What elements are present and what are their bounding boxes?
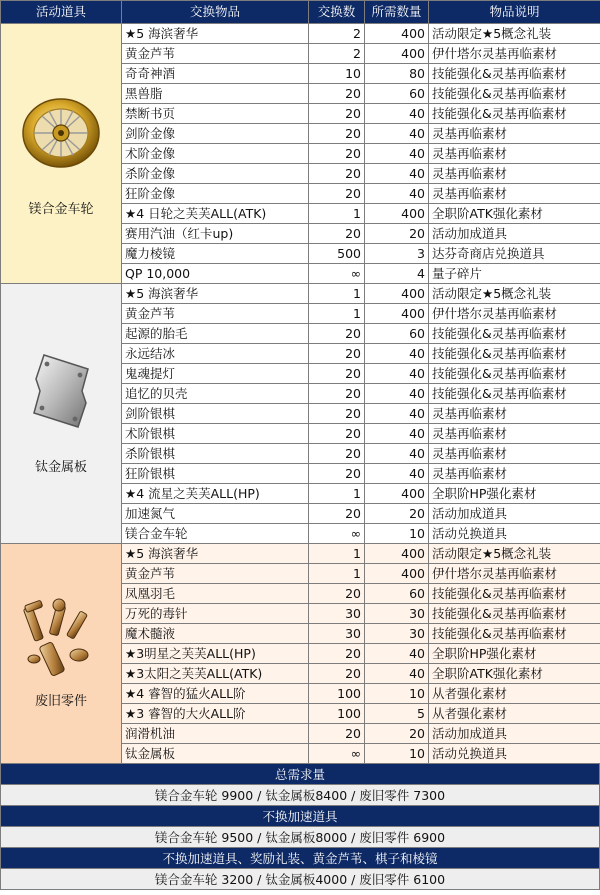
- item-description-cell: 全职阶ATK强化素材: [429, 664, 600, 684]
- exchange-item-cell: 黄金芦苇: [122, 304, 309, 324]
- item-description-cell: 技能强化&灵基再临素材: [429, 344, 600, 364]
- required-amount-cell: 40: [365, 164, 429, 184]
- required-amount-cell: 40: [365, 664, 429, 684]
- exchange-item-cell: 禁断书页: [122, 104, 309, 124]
- table-row: [1, 284, 600, 304]
- required-amount-cell: 40: [365, 464, 429, 484]
- item-description-cell: 伊什塔尔灵基再临素材: [429, 304, 600, 324]
- exchange-item-cell: 术阶金像: [122, 144, 309, 164]
- required-amount-cell: 400: [365, 24, 429, 44]
- item-description-cell: 活动兑换道具: [429, 744, 600, 764]
- item-description-cell: 活动加成道具: [429, 724, 600, 744]
- required-amount-cell: 10: [365, 524, 429, 544]
- exchange-item-cell: 剑阶金像: [122, 124, 309, 144]
- required-amount-cell: 40: [365, 444, 429, 464]
- exchange-count-cell: 1: [309, 304, 365, 324]
- exchange-item-cell: ★4 流星之芙芙ALL(HP): [122, 484, 309, 504]
- item-description-cell: 从者强化素材: [429, 684, 600, 704]
- item-description-cell: 技能强化&灵基再临素材: [429, 624, 600, 644]
- exchange-count-cell: 20: [309, 164, 365, 184]
- exchange-count-cell: 100: [309, 684, 365, 704]
- header-required-amount: 所需数量: [365, 1, 429, 24]
- item-description-cell: 技能强化&灵基再临素材: [429, 64, 600, 84]
- item-description-cell: 全职阶HP强化素材: [429, 484, 600, 504]
- exchange-count-cell: 20: [309, 184, 365, 204]
- event-item-cell: [1, 544, 122, 764]
- required-amount-cell: 3: [365, 244, 429, 264]
- exchange-item-cell: 镁合金车轮: [122, 524, 309, 544]
- exchange-item-cell: ★5 海滨奢华: [122, 24, 309, 44]
- exchange-item-cell: 加速氮气: [122, 504, 309, 524]
- item-description-cell: 活动加成道具: [429, 224, 600, 244]
- table-row: [1, 24, 600, 44]
- required-amount-cell: 400: [365, 564, 429, 584]
- exchange-count-cell: 20: [309, 364, 365, 384]
- item-description-cell: 技能强化&灵基再临素材: [429, 604, 600, 624]
- event-item-cell: [1, 284, 122, 544]
- required-amount-cell: 40: [365, 344, 429, 364]
- required-amount-cell: 5: [365, 704, 429, 724]
- exchange-item-cell: ★5 海滨奢华: [122, 544, 309, 564]
- required-amount-cell: 40: [365, 404, 429, 424]
- required-amount-cell: 40: [365, 364, 429, 384]
- item-description-cell: 全职阶ATK强化素材: [429, 204, 600, 224]
- exchange-count-cell: 20: [309, 664, 365, 684]
- required-amount-cell: 400: [365, 544, 429, 564]
- exchange-count-cell: 100: [309, 704, 365, 724]
- item-description-cell: 活动兑换道具: [429, 524, 600, 544]
- exchange-item-cell: 钛金属板: [122, 744, 309, 764]
- exchange-count-cell: 20: [309, 404, 365, 424]
- exchange-count-cell: 20: [309, 644, 365, 664]
- item-description-cell: 达芬奇商店兑换道具: [429, 244, 600, 264]
- exchange-count-cell: 20: [309, 144, 365, 164]
- header-exchange-count: 交换数: [309, 1, 365, 24]
- exchange-item-cell: 黄金芦苇: [122, 564, 309, 584]
- required-amount-cell: 10: [365, 744, 429, 764]
- item-description-cell: 伊什塔尔灵基再临素材: [429, 564, 600, 584]
- exchange-item-cell: 鬼魂提灯: [122, 364, 309, 384]
- item-description-cell: 灵基再临素材: [429, 404, 600, 424]
- exchange-count-cell: ∞: [309, 524, 365, 544]
- required-amount-cell: 20: [365, 724, 429, 744]
- event-item-name: 废旧零件: [34, 693, 87, 709]
- exchange-count-cell: 1: [309, 484, 365, 504]
- required-amount-cell: 400: [365, 284, 429, 304]
- item-description-cell: 灵基再临素材: [429, 464, 600, 484]
- exchange-count-cell: 20: [309, 724, 365, 744]
- exchange-count-cell: 1: [309, 544, 365, 564]
- event-item-name: 镁合金车轮: [28, 201, 94, 217]
- required-amount-cell: 60: [365, 584, 429, 604]
- item-description-cell: 技能强化&灵基再临素材: [429, 324, 600, 344]
- required-amount-cell: 400: [365, 44, 429, 64]
- exchange-item-cell: 凤凰羽毛: [122, 584, 309, 604]
- exchange-count-cell: 30: [309, 624, 365, 644]
- item-description-cell: 从者强化素材: [429, 704, 600, 724]
- exchange-count-cell: 20: [309, 464, 365, 484]
- exchange-count-cell: 20: [309, 444, 365, 464]
- exchange-item-cell: 赛用汽油（红卡up): [122, 224, 309, 244]
- exchange-item-cell: ★5 海滨奢华: [122, 284, 309, 304]
- required-amount-cell: 40: [365, 104, 429, 124]
- item-description-cell: 技能强化&灵基再临素材: [429, 84, 600, 104]
- exchange-item-cell: 润滑机油: [122, 724, 309, 744]
- exchange-item-cell: 黑兽脂: [122, 84, 309, 104]
- exchange-item-cell: ★4 日轮之芙芙ALL(ATK): [122, 204, 309, 224]
- exchange-item-cell: 追忆的贝壳: [122, 384, 309, 404]
- summary-title: 不换加速道具: [0, 806, 600, 827]
- required-amount-cell: 60: [365, 324, 429, 344]
- required-amount-cell: 4: [365, 264, 429, 284]
- required-amount-cell: 40: [365, 424, 429, 444]
- exchange-count-cell: 1: [309, 284, 365, 304]
- titanium-plate-icon: [26, 351, 96, 436]
- item-description-cell: 技能强化&灵基再临素材: [429, 584, 600, 604]
- exchange-count-cell: 20: [309, 324, 365, 344]
- summary-section: [0, 764, 600, 890]
- exchange-item-cell: ★3太阳之芙芙ALL(ATK): [122, 664, 309, 684]
- item-description-cell: 量子碎片: [429, 264, 600, 284]
- required-amount-cell: 30: [365, 604, 429, 624]
- required-amount-cell: 60: [365, 84, 429, 104]
- exchange-count-cell: 500: [309, 244, 365, 264]
- exchange-item-cell: 术阶银棋: [122, 424, 309, 444]
- summary-value: 镁合金车轮 3200 / 钛金属板4000 / 废旧零件 6100: [0, 869, 600, 890]
- header-event-item: 活动道具: [1, 1, 122, 24]
- required-amount-cell: 400: [365, 484, 429, 504]
- exchange-item-cell: QP 10,000: [122, 264, 309, 284]
- summary-title: 不换加速道具、奖励礼装、黄金芦苇、棋子和棱镜: [0, 848, 600, 869]
- exchange-count-cell: 20: [309, 504, 365, 524]
- exchange-item-cell: 魔力棱镜: [122, 244, 309, 264]
- exchange-item-cell: 起源的胎毛: [122, 324, 309, 344]
- item-description-cell: 灵基再临素材: [429, 124, 600, 144]
- required-amount-cell: 40: [365, 644, 429, 664]
- exchange-count-cell: 1: [309, 564, 365, 584]
- exchange-count-cell: ∞: [309, 264, 365, 284]
- exchange-item-cell: ★4 睿智的猛火ALL阶: [122, 684, 309, 704]
- exchange-count-cell: 10: [309, 64, 365, 84]
- item-description-cell: 灵基再临素材: [429, 184, 600, 204]
- item-description-cell: 活动限定★5概念礼装: [429, 284, 600, 304]
- exchange-count-cell: 20: [309, 84, 365, 104]
- exchange-item-cell: 魔术髓液: [122, 624, 309, 644]
- exchange-count-cell: 2: [309, 44, 365, 64]
- exchange-count-cell: 20: [309, 584, 365, 604]
- exchange-count-cell: 1: [309, 204, 365, 224]
- exchange-item-cell: 杀阶银棋: [122, 444, 309, 464]
- exchange-item-cell: 狂阶金像: [122, 184, 309, 204]
- header-item-description: 物品说明: [429, 1, 600, 24]
- summary-title: 总需求量: [0, 764, 600, 785]
- exchange-item-cell: ★3 睿智的大火ALL阶: [122, 704, 309, 724]
- header-exchange-item: 交换物品: [122, 1, 309, 24]
- exchange-count-cell: 20: [309, 344, 365, 364]
- required-amount-cell: 20: [365, 224, 429, 244]
- item-description-cell: 活动限定★5概念礼装: [429, 544, 600, 564]
- exchange-item-cell: 黄金芦苇: [122, 44, 309, 64]
- exchange-item-cell: ★3明星之芙芙ALL(HP): [122, 644, 309, 664]
- item-description-cell: 活动加成道具: [429, 504, 600, 524]
- exchange-count-cell: 20: [309, 224, 365, 244]
- exchange-count-cell: 20: [309, 104, 365, 124]
- required-amount-cell: 20: [365, 504, 429, 524]
- exchange-item-cell: 杀阶金像: [122, 164, 309, 184]
- item-description-cell: 灵基再临素材: [429, 144, 600, 164]
- exchange-item-cell: 万死的毒针: [122, 604, 309, 624]
- item-description-cell: 灵基再临素材: [429, 164, 600, 184]
- exchange-count-cell: ∞: [309, 744, 365, 764]
- scrap-parts-icon: [19, 597, 103, 686]
- event-item-name: 钛金属板: [34, 459, 87, 475]
- summary-value: 镁合金车轮 9500 / 钛金属板8000 / 废旧零件 6900: [0, 827, 600, 848]
- required-amount-cell: 40: [365, 124, 429, 144]
- required-amount-cell: 10: [365, 684, 429, 704]
- exchange-count-cell: 30: [309, 604, 365, 624]
- exchange-count-cell: 20: [309, 424, 365, 444]
- exchange-item-cell: 永远结冰: [122, 344, 309, 364]
- table-row: [1, 544, 600, 564]
- exchange-item-cell: 狂阶银棋: [122, 464, 309, 484]
- exchange-count-cell: 2: [309, 24, 365, 44]
- gold-wheel-icon: [19, 89, 103, 178]
- item-description-cell: 伊什塔尔灵基再临素材: [429, 44, 600, 64]
- event-item-cell: [1, 24, 122, 284]
- summary-value: 镁合金车轮 9900 / 钛金属板8400 / 废旧零件 7300: [0, 785, 600, 806]
- table-header-row: [1, 1, 600, 24]
- item-description-cell: 技能强化&灵基再临素材: [429, 384, 600, 404]
- required-amount-cell: 40: [365, 384, 429, 404]
- exchange-count-cell: 20: [309, 384, 365, 404]
- required-amount-cell: 40: [365, 144, 429, 164]
- item-description-cell: 全职阶HP强化素材: [429, 644, 600, 664]
- exchange-item-cell: 奇奇神酒: [122, 64, 309, 84]
- required-amount-cell: 400: [365, 204, 429, 224]
- required-amount-cell: 40: [365, 184, 429, 204]
- item-description-cell: 技能强化&灵基再临素材: [429, 104, 600, 124]
- item-description-cell: 技能强化&灵基再临素材: [429, 364, 600, 384]
- required-amount-cell: 80: [365, 64, 429, 84]
- item-description-cell: 活动限定★5概念礼装: [429, 24, 600, 44]
- exchange-count-cell: 20: [309, 124, 365, 144]
- required-amount-cell: 400: [365, 304, 429, 324]
- required-amount-cell: 30: [365, 624, 429, 644]
- item-description-cell: 灵基再临素材: [429, 444, 600, 464]
- item-description-cell: 灵基再临素材: [429, 424, 600, 444]
- exchange-item-cell: 剑阶银棋: [122, 404, 309, 424]
